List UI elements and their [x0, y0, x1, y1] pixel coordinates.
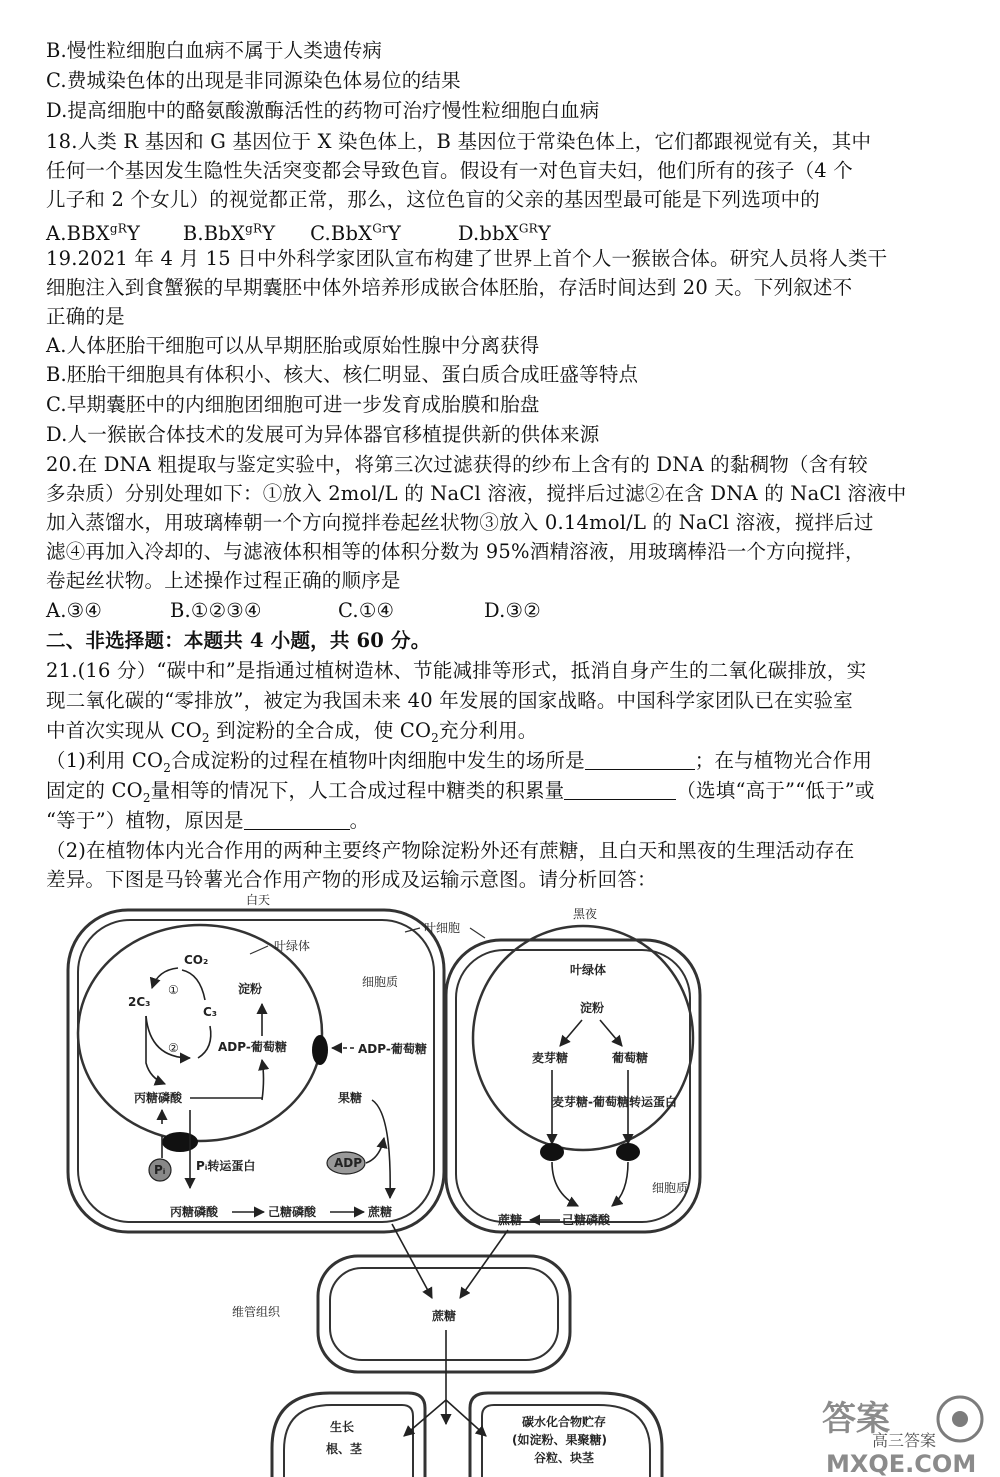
q21-stem-3: 中首次实现从 $CO_2$ 到淀粉的全合成，使 $CO_2$充分利用。	[46, 719, 538, 745]
q18-stem-3: 儿子和 2 个女儿）的视觉都正常，那么，这位色盲的父亲的基因型最可能是下列选项中的	[46, 188, 821, 211]
label-c3: C₃	[203, 1005, 218, 1019]
q19-stem-1: 19.2021 年 4 月 15 日中外科学家团队宣布构建了世界上首个人一猴嵌合体。研究人员将人类干	[46, 247, 888, 270]
label-transporter-night: 麦芽糖-葡萄糖转运蛋白	[552, 1095, 677, 1109]
watermark-caption: 高三答案	[872, 1431, 937, 1450]
label-leaf-cell: 叶细胞	[424, 921, 461, 935]
q20-stem-1: 20.在 DNA 粗提取与鉴定实验中，将第三次过滤获得的纱布上含有的 DNA 的黏稠物（含有较	[46, 453, 868, 476]
glucose-transporter	[616, 1143, 640, 1161]
label-hexose-night: 己糖磷酸	[562, 1213, 611, 1227]
night-chloroplast	[473, 926, 693, 1150]
q20-option-d: D.③②	[484, 599, 541, 622]
maltose-transporter	[540, 1143, 564, 1161]
answer-blank-3[interactable]	[244, 809, 350, 830]
q20-stem-3: 加入蒸馏水，用玻璃棒朝一个方向搅拌卷起丝状物③放入 0.14mol/L 的 NaCl 溶液，搅拌后过	[46, 511, 874, 534]
q20-stem-2: 多杂质）分别处理如下：①放入 2mol/L 的 NaCl 溶液，搅拌后过滤②在含 DNA 的 NaCl 溶液中	[46, 482, 907, 505]
watermark-logo	[822, 1397, 982, 1477]
q18-option-d: D.bbX$^{GR}$Y	[457, 221, 551, 245]
label-adp-glucose-in: ADP-葡萄糖	[218, 1040, 287, 1054]
answer-blank-2[interactable]	[564, 779, 676, 800]
label-grain-tuber: 谷粒、块茎	[534, 1451, 595, 1465]
q18-option-b: B.BbX$^{gR}$Y	[182, 221, 276, 245]
section-2-title: 二、非选择题：本题共 4 小题，共 60 分。	[46, 629, 431, 652]
label-maltose: 麦芽糖	[532, 1051, 569, 1065]
day-cell-inner	[78, 920, 434, 1222]
q18-stem-2: 任何一个基因发生隐性失活突变都会导致色盲。假设有一对色盲夫妇，他们所有的孩子（4 个	[46, 159, 854, 182]
q20-option-c: C.①④	[338, 599, 395, 622]
label-adp-glucose-out: ADP-葡萄糖	[358, 1042, 427, 1056]
label-vascular: 维管组织	[232, 1305, 281, 1319]
answer-blank-1[interactable]	[585, 749, 695, 770]
q20-option-b: B.①②③④	[170, 599, 262, 622]
q18-stem-1: 18.人类 R 基因和 G 基因位于 X 染色体上，B 基因位于常染色体上，它们都跟视觉有关，其中	[46, 130, 872, 153]
label-root-stem: 根、茎	[326, 1442, 363, 1456]
potato-photosynthesis-diagram	[0, 888, 1000, 1477]
label-storage-items: (如淀粉、果聚糖)	[512, 1433, 607, 1447]
growth-organ-inner	[284, 1405, 413, 1477]
label-hexose-day: 己糖磷酸	[268, 1205, 317, 1219]
q20-option-a: A.③④	[46, 599, 103, 622]
q21-part2-line1: （2)在植物体内光合作用的两种主要终产物除淀粉外还有蔗糖，且白天和黑夜的生理活动存在	[46, 839, 855, 862]
label-growth: 生长	[330, 1420, 355, 1434]
label-glucose: 葡萄糖	[612, 1051, 649, 1065]
day-cell-outer	[68, 910, 444, 1232]
label-pi-transporter: Pᵢ转运蛋白	[196, 1159, 256, 1173]
label-day: 白天	[246, 893, 271, 907]
label-sucrose-night: 蔗糖	[498, 1213, 523, 1227]
q19-option-b: B.胚胎干细胞具有体积小、核大、核仁明显、蛋白质合成旺盛等特点	[46, 363, 639, 386]
q21-stem-2: 现二氧化碳的“零排放”，被定为我国未来 40 年发展的国家战略。中国科学家团队已在实验室	[46, 689, 853, 712]
q20-stem-4: 滤④再加入冷却的、与滤液体积相等的体积分数为 95%酒精溶液，用玻璃棒沿一个方向搅拌，	[46, 540, 865, 563]
label-night: 黑夜	[573, 907, 598, 921]
q17-option-b: B.慢性粒细胞白血病不属于人类遗传病	[46, 39, 383, 62]
label-step-1: ①	[168, 983, 179, 997]
label-starch-day: 淀粉	[238, 982, 263, 996]
q17-option-c: C.费城染色体的出现是非同源染色体易位的结果	[46, 69, 461, 92]
q19-option-a: A.人体胚胎干细胞可以从早期胚胎或原始性腺中分离获得	[46, 334, 540, 357]
label-storage: 碳水化合物贮存	[522, 1415, 607, 1429]
q21-part1-line3: “等于”）植物，原因是 。	[46, 809, 370, 832]
label-pi: Pᵢ	[154, 1163, 166, 1177]
label-triose-out: 丙糖磷酸	[170, 1205, 219, 1219]
q21-part2-line2: 差异。下图是马铃薯光合作用产物的形成及运输示意图。请分析回答：	[46, 868, 657, 891]
label-sucrose-day: 蔗糖	[368, 1205, 393, 1219]
adp-glucose-transporter	[312, 1035, 328, 1065]
q19-stem-3: 正确的是	[46, 305, 125, 328]
label-cytoplasm-night: 细胞质	[652, 1181, 689, 1195]
label-fructose: 果糖	[338, 1091, 363, 1105]
label-step-2: ②	[168, 1041, 179, 1055]
label-sucrose-vascular: 蔗糖	[432, 1309, 457, 1323]
q18-option-c: C.BbX$^{Gr}$Y	[310, 221, 402, 245]
label-starch-night: 淀粉	[580, 1001, 605, 1015]
q18-options	[46, 214, 551, 248]
q21-part1-line2: 固定的 $CO_2$量相等的情况下，人工合成过程中糖类的积累量 （选填“高于”“低于”或	[46, 779, 875, 805]
q18-option-a: $A.BBX^{gR}Y$	[46, 221, 141, 245]
label-chloroplast-day: 叶绿体	[274, 939, 311, 953]
q19-option-d: D.人一猴嵌合体技术的发展可为异体器官移植提供新的供体来源	[46, 423, 600, 446]
pi-transporter	[162, 1132, 198, 1152]
q20-options	[46, 596, 541, 625]
label-adp: ADP	[334, 1156, 363, 1170]
watermark-site: MXQE.COM	[826, 1450, 977, 1477]
watermark-logo-text: 答案	[822, 1399, 890, 1439]
q21-stem-1: 21.(16 分）“碳中和”是指通过植树造林、节能减排等形式，抵消自身产生的二氧化碳排放，实	[46, 659, 867, 682]
label-chloroplast-night: 叶绿体	[570, 963, 607, 977]
q21-part1-line1: （1)利用 $CO_2$合成淀粉的过程在植物叶肉细胞中发生的场所是 ；在与植物光合作用	[46, 749, 873, 775]
q20-stem-5: 卷起丝状物。上述操作过程正确的顺序是	[46, 569, 401, 592]
label-co2: CO₂	[184, 953, 209, 967]
q17-option-d: D.提高细胞中的酪氨酸激酶活性的药物可治疗慢性粒细胞白血病	[46, 99, 600, 122]
label-cytoplasm-day: 细胞质	[362, 975, 399, 989]
q19-stem-2: 细胞注入到食蟹猴的早期囊胚中体外培养形成嵌合体胚胎，存活时间达到 20 天。下列叙述不	[46, 276, 853, 299]
label-triose-in: 丙糖磷酸	[134, 1091, 183, 1105]
q19-option-c: C.早期囊胚中的内细胞团细胞可进一步发育成胎膜和胎盘	[46, 393, 540, 416]
label-2c3: 2C₃	[128, 995, 151, 1009]
